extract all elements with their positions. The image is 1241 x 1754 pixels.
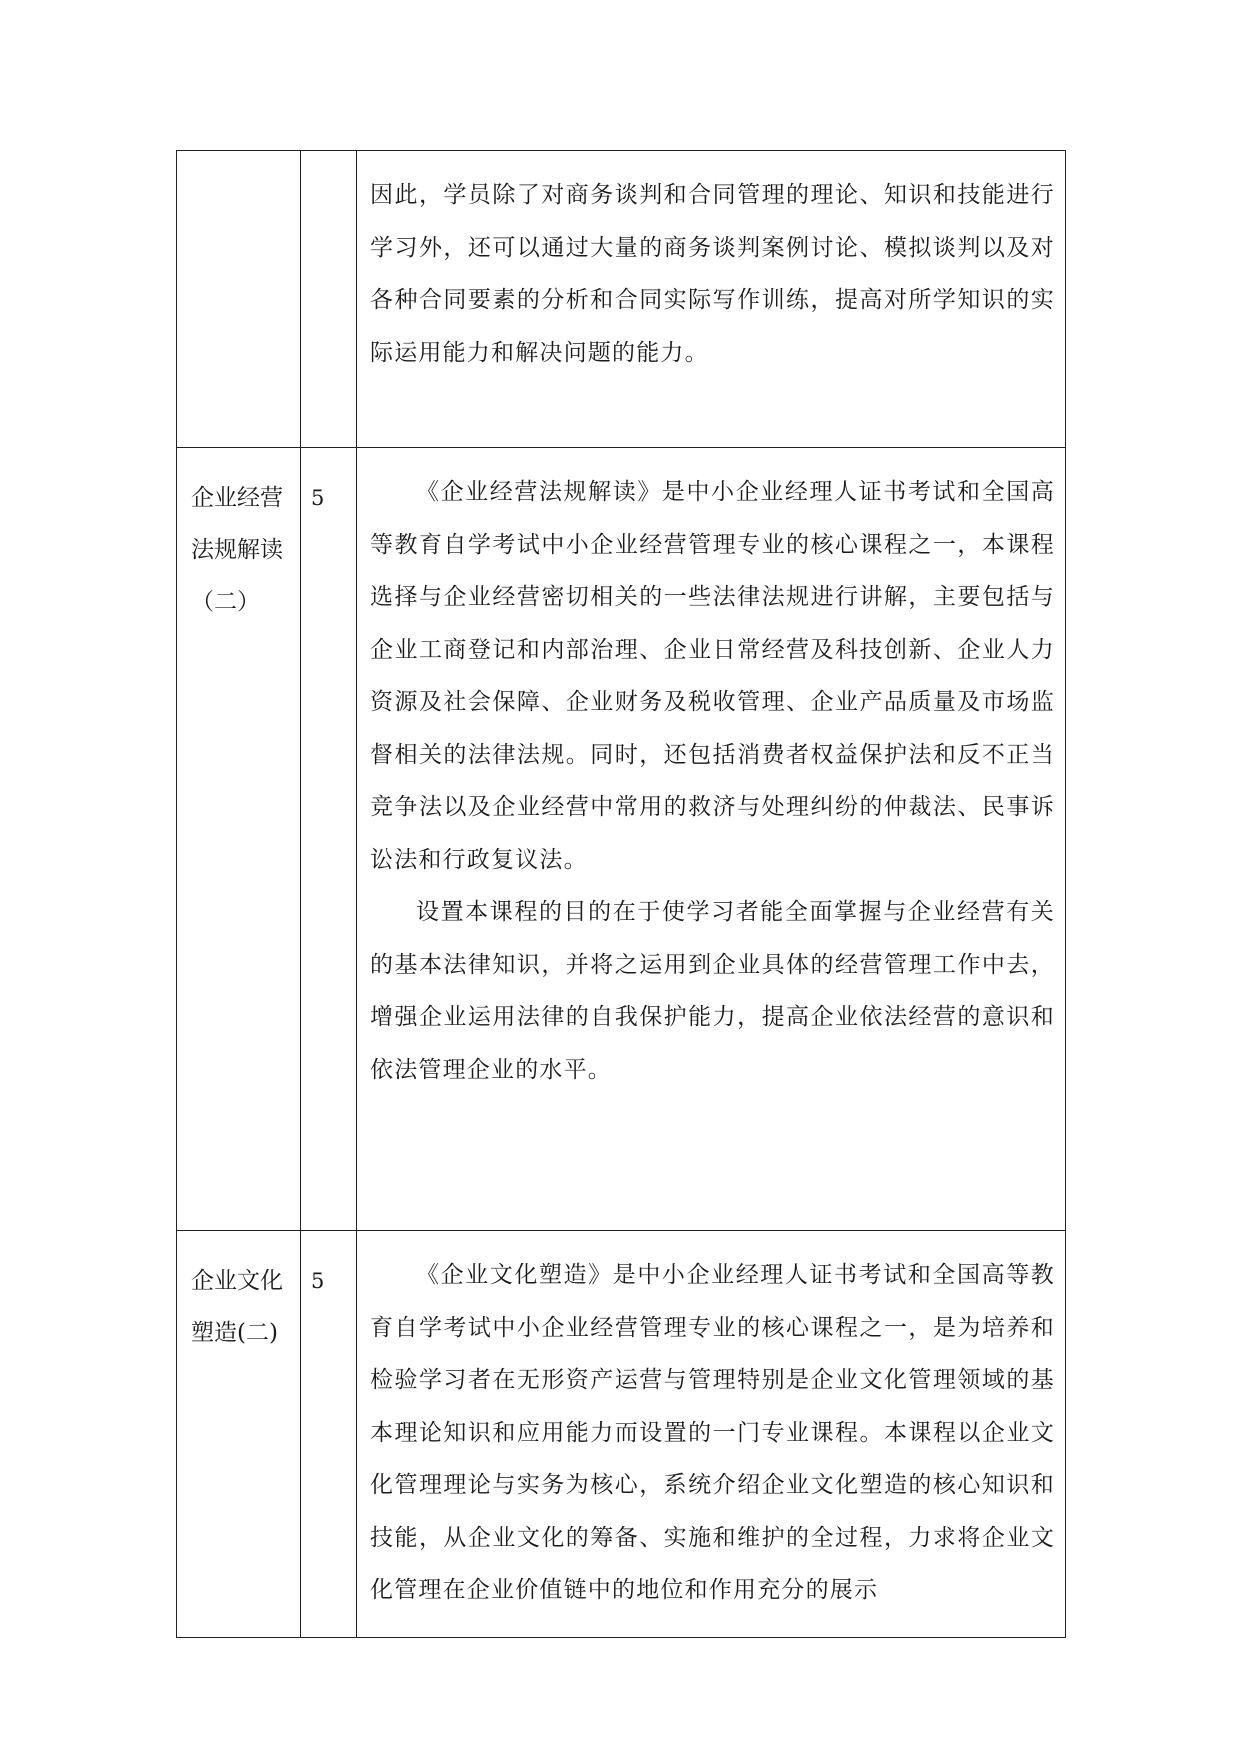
course-description-cell	[357, 1231, 1066, 1638]
course-description-cell	[357, 448, 1066, 1231]
course-description-paragraph: 因此，学员除了对商务谈判和合同管理的理论、知识和技能进行学习外，还可以通过大量的商务谈判案例讨论、模拟谈判以及对各种合同要素的分析和合同实际写作训练，提高对所学知识的实际运用能力和解决问题的能力。	[370, 182, 1055, 366]
course-description-paragraph: 设置本课程的目的在于使学习者能全面掌握与企业经营有关的基本法律知识，并将之运用到企业具体的经营管理工作中去，增强企业运用法律的自我保护能力，提高企业依法经营的意识和依法管理企业的水平。	[370, 899, 1055, 1083]
course-credit-cell	[301, 151, 357, 448]
course-credit: 5	[311, 1269, 325, 1293]
table-row	[177, 1231, 1066, 1638]
course-name-cell	[177, 1231, 301, 1638]
course-credit: 5	[311, 486, 325, 510]
course-name-cell	[177, 151, 301, 448]
course-name-cell	[177, 448, 301, 1231]
course-credit-cell	[301, 1231, 357, 1638]
course-description-cell	[357, 151, 1066, 448]
course-table	[176, 150, 1066, 1638]
table-row	[177, 448, 1066, 1231]
table-row	[177, 151, 1066, 448]
course-description-paragraph: 《企业文化塑造》是中小企业经理人证书考试和全国高等教育自学考试中小企业经营管理专业的核心课程之一，是为培养和检验学习者在无形资产运营与管理特别是企业文化管理领域的基本理论知识和应用能力而设置的一门专业课程。本课程以企业文化管理理论与实务为核心，系统介绍企业文化塑造的核心知识和技能，从企业文化的筹备、实施和维护的全过程，力求将企业文化管理在企业价值链中的地位和作用充分的展示	[370, 1262, 1055, 1603]
course-name: 企业经营法规解读（二）	[191, 485, 283, 615]
course-description-paragraph: 《企业经营法规解读》是中小企业经理人证书考试和全国高等教育自学考试中小企业经营管理专业的核心课程之一，本课程选择与企业经营密切相关的一些法律法规进行讲解，主要包括与企业工商登记和内部治理、企业日常经营及科技创新、企业人力资源及社会保障、企业财务及税收管理、企业产品质量及市场监督相关的法律法规。同时，还包括消费者权益保护法和反不正当竞争法以及企业经营中常用的救济与处理纠纷的仲裁法、民事诉讼法和行政复议法。	[370, 479, 1055, 873]
course-credit-cell	[301, 448, 357, 1231]
course-name: 企业文化塑造(二)	[191, 1268, 283, 1346]
